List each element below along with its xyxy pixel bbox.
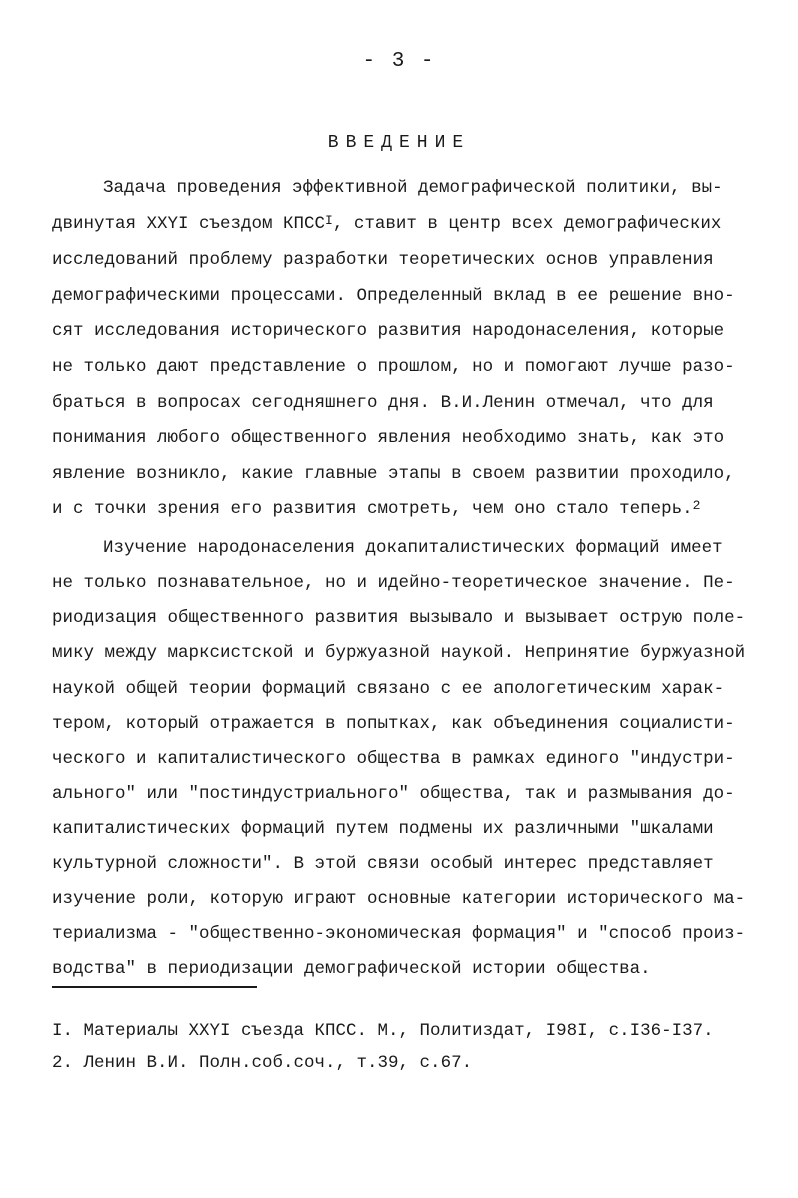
text-line: мику между марксистской и буржуазной наукой. Непринятие буржуазной xyxy=(52,643,746,663)
text-line: исследований проблему разработки теоретических основ управления xyxy=(52,250,714,270)
text-line: наукой общей теории формаций связано с ее апологетическим харак- xyxy=(52,679,725,699)
text-line: териализма - "общественно-экономическая формация" и "способ произ- xyxy=(52,924,746,944)
footnote-ref-2: 2 xyxy=(692,498,701,513)
text-line: не только познавательное, но и идейно-теоретическое значение. Пе- xyxy=(52,573,735,593)
text-line: изучение роли, которую играют основные категории исторического ма- xyxy=(52,889,746,909)
footnote-2: 2. Ленин В.И. Полн.соб.соч., т.39, с.67. xyxy=(52,1053,473,1073)
footnote-1: I. Материалы XXYI съезда КПСС. М., Политиздат, I98I, с.I36-I37. xyxy=(52,1021,714,1041)
text-segment: , ставит в центр всех демографических xyxy=(332,214,722,234)
text-line: понимания любого общественного явления необходимо знать, как это xyxy=(52,428,725,448)
text-line xyxy=(52,213,721,236)
text-line: тером, который отражается в попытках, как объединения социалисти- xyxy=(52,714,735,734)
text-line: Изучение народонаселения докапиталистических формаций имеет xyxy=(103,538,723,558)
text-line: капиталистических формаций путем подмены их различными "шкалами xyxy=(52,819,714,839)
text-line: водства" в периодизации демографической истории общества. xyxy=(52,959,651,979)
text-segment: и с точки зрения его развития смотреть, чем оно стало теперь. xyxy=(52,499,693,519)
text-line: браться в вопросах сегодняшнего дня. В.И.Ленин отмечал, что для xyxy=(52,393,714,413)
page-title: ВВЕДЕНИЕ xyxy=(327,133,471,153)
text-line: не только дают представление о прошлом, но и помогают лучше разо- xyxy=(52,357,735,377)
text-line: сят исследования исторического развития народонаселения, которые xyxy=(52,321,725,341)
footnote-ref-1: I xyxy=(325,213,333,228)
text-line xyxy=(52,498,700,521)
text-line: Задача проведения эффективной демографической политики, вы- xyxy=(103,178,723,198)
text-line: ческого и капиталистического общества в рамках единого "индустри- xyxy=(52,749,735,769)
footnote-divider xyxy=(52,986,257,988)
text-line: демографическими процессами. Определенный вклад в ее решение вно- xyxy=(52,286,735,306)
text-line: явление возникло, какие главные этапы в своем развитии проходило, xyxy=(52,464,735,484)
text-line: риодизация общественного развития вызывало и вызывает острую поле- xyxy=(52,608,746,628)
text-line: культурной сложности". В этой связи особый интерес представляет xyxy=(52,854,714,874)
text-line: ального" или "постиндустриального" общества, так и размывания до- xyxy=(52,784,735,804)
text-segment: двинутая XXYI съездом КПСС xyxy=(52,214,326,234)
page-number: - 3 - xyxy=(362,50,436,73)
